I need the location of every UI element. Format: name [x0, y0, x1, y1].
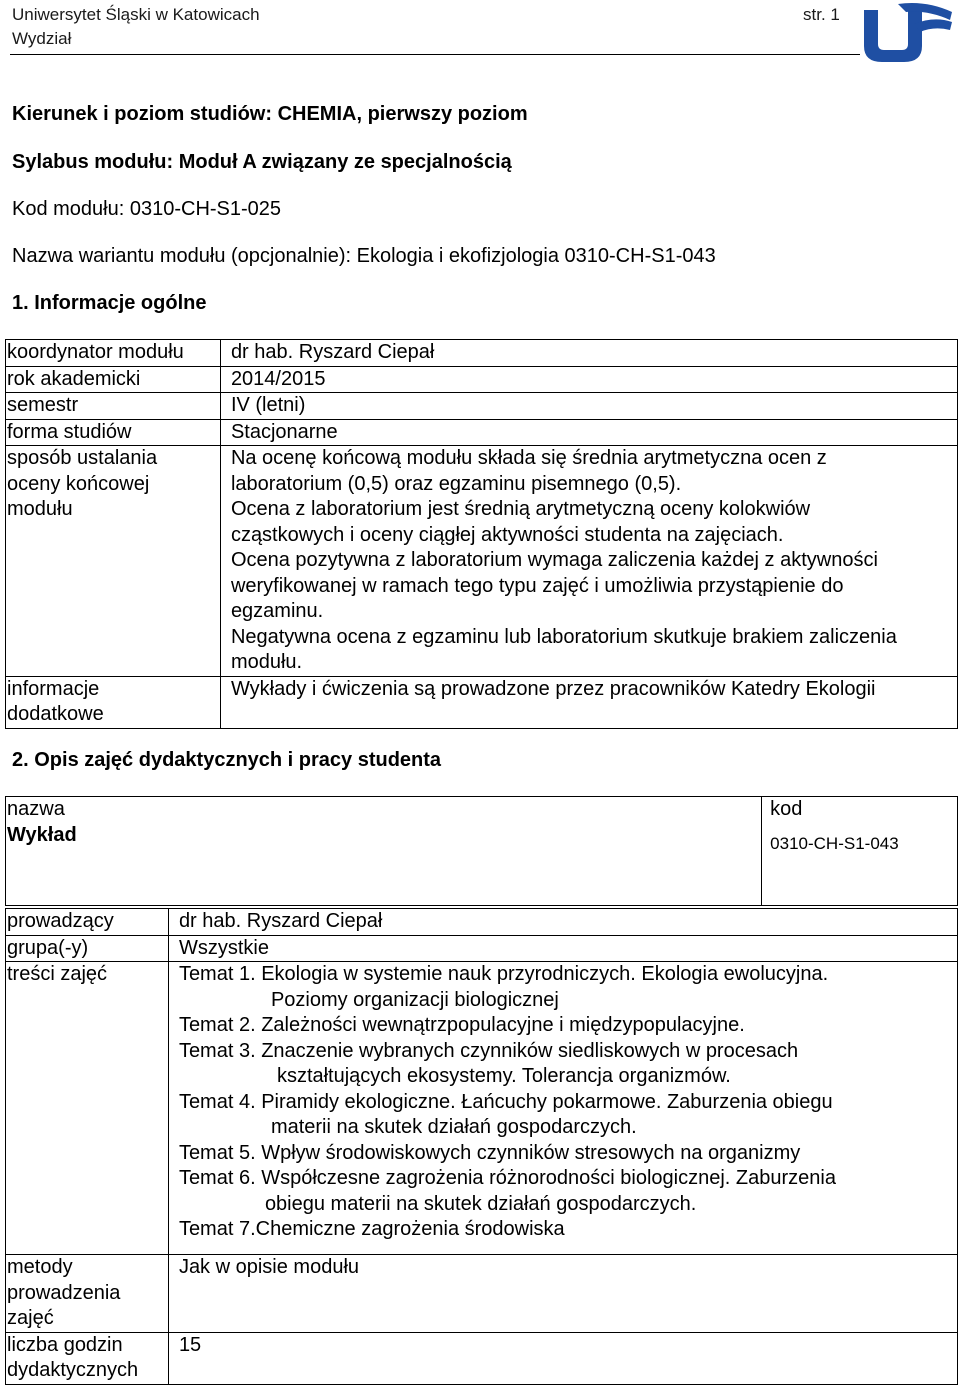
row-prowadzacy	[6, 909, 958, 936]
sposob-paragraph: Negatywna ocena z egzaminu lub laboratorium skutkuje brakiem zaliczenia modułu.	[230, 625, 897, 673]
tresci-value	[168, 962, 957, 1255]
row-koordynator	[6, 340, 958, 367]
koordynator-value: dr hab. Ryszard Ciepał	[220, 340, 957, 367]
forma-value: Stacjonarne	[220, 419, 957, 446]
row-info	[6, 676, 958, 728]
sposob-paragraph: Ocena pozytywna z laboratorium wymaga zaliczenia każdej z aktywności weryfikowanej w ramach tego typu zajęć i umożliwia przystąpienie do egzaminu.	[230, 549, 878, 622]
course-kod-cell	[762, 797, 958, 906]
faculty-name: Wydział	[12, 29, 72, 48]
topic-item: Temat 1. Ekologia w systemie nauk przyrodniczych. Ekologia ewolucyjna. Poziomy organizacji biologicznej	[178, 963, 829, 1011]
nazwa-label: nazwa	[7, 798, 65, 820]
topic-item: Temat 3. Znaczenie wybranych czynników siedliskowych w procesach kształtujących ekosystemy. Tolerancja organizmów.	[178, 1039, 799, 1087]
row-tresci	[6, 962, 958, 1255]
sposob-paragraph: Ocena z laboratorium jest średnią arytmetyczną oceny kolokwiów cząstkowych i oceny ciągłej aktywności studenta na zajęciach.	[230, 498, 811, 546]
metody-value: Jak w opisie modułu	[168, 1255, 957, 1333]
header-rule	[10, 54, 860, 55]
prowadzacy-label: prowadzący	[6, 909, 169, 936]
row-godziny	[6, 1332, 958, 1384]
general-info-table	[5, 339, 958, 729]
sposob-label: sposób ustalania oceny końcowej modułu	[6, 446, 221, 677]
rok-value: 2014/2015	[220, 366, 957, 393]
course-name-table	[5, 796, 958, 906]
kod-line: Kod modułu: 0310-CH-S1-025	[12, 198, 282, 220]
row-sposob	[6, 446, 958, 677]
university-name: Uniwersytet Śląski w Katowicach	[12, 5, 260, 24]
info-value: Wykłady i ćwiczenia są prowadzone przez pracowników Katedry Ekologii	[220, 676, 957, 728]
info-label: informacje dodatkowe	[6, 676, 221, 728]
semestr-value: IV (letni)	[220, 393, 957, 420]
semestr-label: semestr	[6, 393, 221, 420]
nazwa-value: Wykład	[7, 823, 77, 846]
topic-item: Temat 7.Chemiczne zagrożenia środowiska	[178, 1218, 565, 1240]
koordynator-label: koordynator modułu	[6, 340, 221, 367]
sposob-paragraph: Na ocenę końcową modułu składa się średnia arytmetyczna ocen z laboratorium (0,5) oraz egzaminu pisemnego (0,5).	[230, 447, 827, 495]
wariant-line: Nazwa wariantu modułu (opcjonalnie): Ekologia i ekofizjologia 0310-CH-S1-043	[12, 245, 716, 267]
godziny-label: liczba godzin dydaktycznych	[6, 1332, 169, 1384]
topic-item: Temat 2. Zależności wewnątrzpopulacyjne i międzypopulacyjne.	[178, 1014, 745, 1036]
course-name-cell	[6, 797, 762, 906]
sposob-value	[220, 446, 957, 677]
tresci-label: treści zajęć	[6, 962, 169, 1255]
university-logo	[858, 0, 954, 64]
kod-value: 0310-CH-S1-043	[770, 833, 899, 853]
section-1-title: 1. Informacje ogólne	[12, 292, 207, 314]
row-semestr	[6, 393, 958, 420]
forma-label: forma studiów	[6, 419, 221, 446]
sylabus-line: Sylabus modułu: Moduł A związany ze specjalnością	[12, 151, 512, 173]
row-forma	[6, 419, 958, 446]
topic-item: Temat 6. Współczesne zagrożenia różnorodności biologicznej. Zaburzenia obiegu materii na skutek działań gospodarczych.	[178, 1167, 836, 1215]
section-2-title: 2. Opis zajęć dydaktycznych i pracy studenta	[12, 749, 442, 771]
row-grupa	[6, 935, 958, 962]
row-metody	[6, 1255, 958, 1333]
kierunek-line: Kierunek i poziom studiów: CHEMIA, pierwszy poziom	[12, 103, 528, 125]
row-rok	[6, 366, 958, 393]
godziny-value: 15	[168, 1332, 957, 1384]
kod-label: kod	[770, 798, 803, 820]
course-details-table	[5, 908, 958, 1385]
topic-item: Temat 5. Wpływ środowiskowych czynników stresowych na organizmy	[178, 1141, 801, 1164]
grupa-value: Wszystkie	[168, 935, 957, 962]
page-number: str. 1	[803, 5, 840, 24]
grupa-label: grupa(-y)	[6, 935, 169, 962]
metody-label: metody prowadzenia zajęć	[6, 1255, 169, 1333]
rok-label: rok akademicki	[6, 366, 221, 393]
topic-item: Temat 4. Piramidy ekologiczne. Łańcuchy pokarmowe. Zaburzenia obiegu materii na skutek działań gospodarczych.	[178, 1090, 833, 1138]
prowadzacy-value: dr hab. Ryszard Ciepał	[168, 909, 957, 936]
